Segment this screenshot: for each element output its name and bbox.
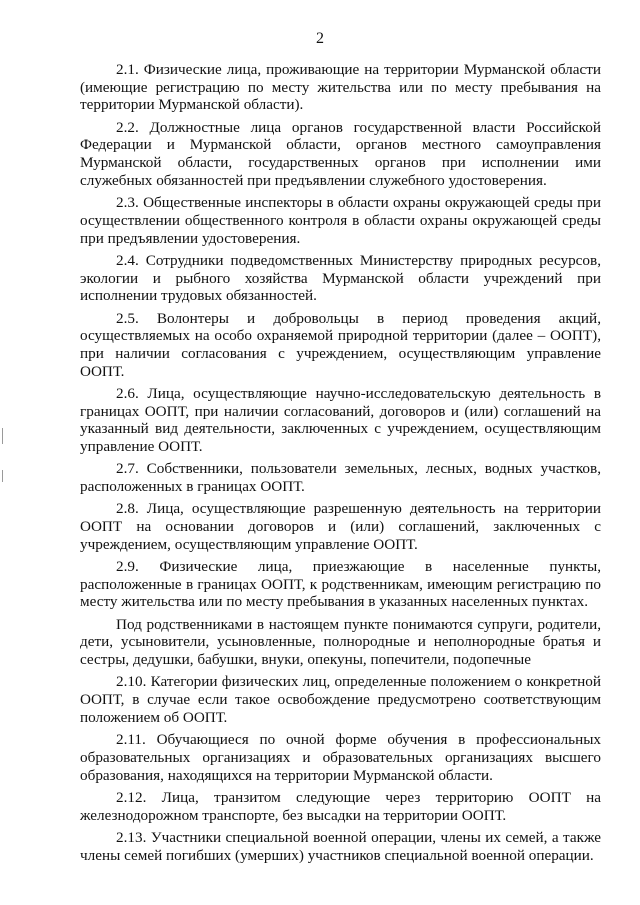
paragraph-2-1: 2.1. Физические лица, проживающие на территории Мурманской области (имеющие регистрацию по месту жительства или по месту пребывания на территории Мурманской области).: [80, 61, 601, 114]
paragraph-2-2: 2.2. Должностные лица органов государственной власти Российской Федерации и Мурманской области, органов местного самоуправления Мурманской области, государственных органов при исполнении ими служебных обязанностей при предъявлении служебного удостоверения.: [80, 118, 601, 189]
scan-margin-mark: [2, 470, 3, 482]
paragraph-2-6: 2.6. Лица, осуществляющие научно-исследовательскую деятельность в границах ООПТ, при наличии согласований, договоров и (или) соглашений на указанный вид деятельности, заключенных с учреждением, осуществляющим управление ООПТ.: [80, 384, 601, 456]
paragraph-2-12: 2.12. Лица, транзитом следующие через территорию ООПТ на железнодорожном транспорте, без высадки на территории ООПТ.: [80, 788, 601, 824]
paragraph-2-3: 2.3. Общественные инспекторы в области охраны окружающей среды при осуществлении общественного контроля в области охраны окружающей среды при предъявлении удостоверения.: [80, 194, 601, 247]
paragraph-relatives-note: Под родственниками в настоящем пункте понимаются супруги, родители, дети, усыновители, усыновленные, полнородные и неполнородные братья и сестры, дедушки, бабушки, внуки, опекуны, попечители, подопечные: [80, 615, 601, 669]
paragraph-2-9: 2.9. Физические лица, приезжающие в населенные пункты, расположенные в границах ООПТ, к родственникам, имеющим регистрацию по месту жительства или по месту пребывания в указанных населенных пунктах.: [80, 558, 601, 611]
scan-margin-mark: [2, 428, 3, 444]
paragraph-2-4: 2.4. Сотрудники подведомственных Министерству природных ресурсов, экологии и рыбного хозяйства Мурманской области учреждений при исполнении трудовых обязанностей.: [80, 251, 601, 305]
paragraph-2-5: 2.5. Волонтеры и добровольцы в период проведения акций, осуществляемых на особо охраняемой природной территории (далее – ООПТ), при наличии согласования с учреждением, осуществляющим управление ООПТ.: [80, 309, 601, 380]
paragraph-2-8: 2.8. Лица, осуществляющие разрешенную деятельность на территории ООПТ на основании договоров и (или) соглашений, заключенных с учреждением, осуществляющим управление ООПТ.: [80, 500, 601, 553]
document-body: [80, 61, 601, 869]
paragraph-2-13: 2.13. Участники специальной военной операции, члены их семей, а также члены семей погибших (умерших) участников специальной военной операции.: [80, 828, 601, 864]
paragraph-2-11: 2.11. Обучающиеся по очной форме обучения в профессиональных образовательных организациях и образовательных организациях высшего образования, находящихся на территории Мурманской области.: [80, 731, 601, 784]
page-number: 2: [316, 30, 324, 47]
paragraph-2-7: 2.7. Собственники, пользователи земельных, лесных, водных участков, расположенных в границах ООПТ.: [80, 460, 601, 496]
paragraph-2-10: 2.10. Категории физических лиц, определенные положением о конкретной ООПТ, в случае если такое освобождение предусмотрено соответствующим положением об ООПТ.: [80, 673, 601, 726]
